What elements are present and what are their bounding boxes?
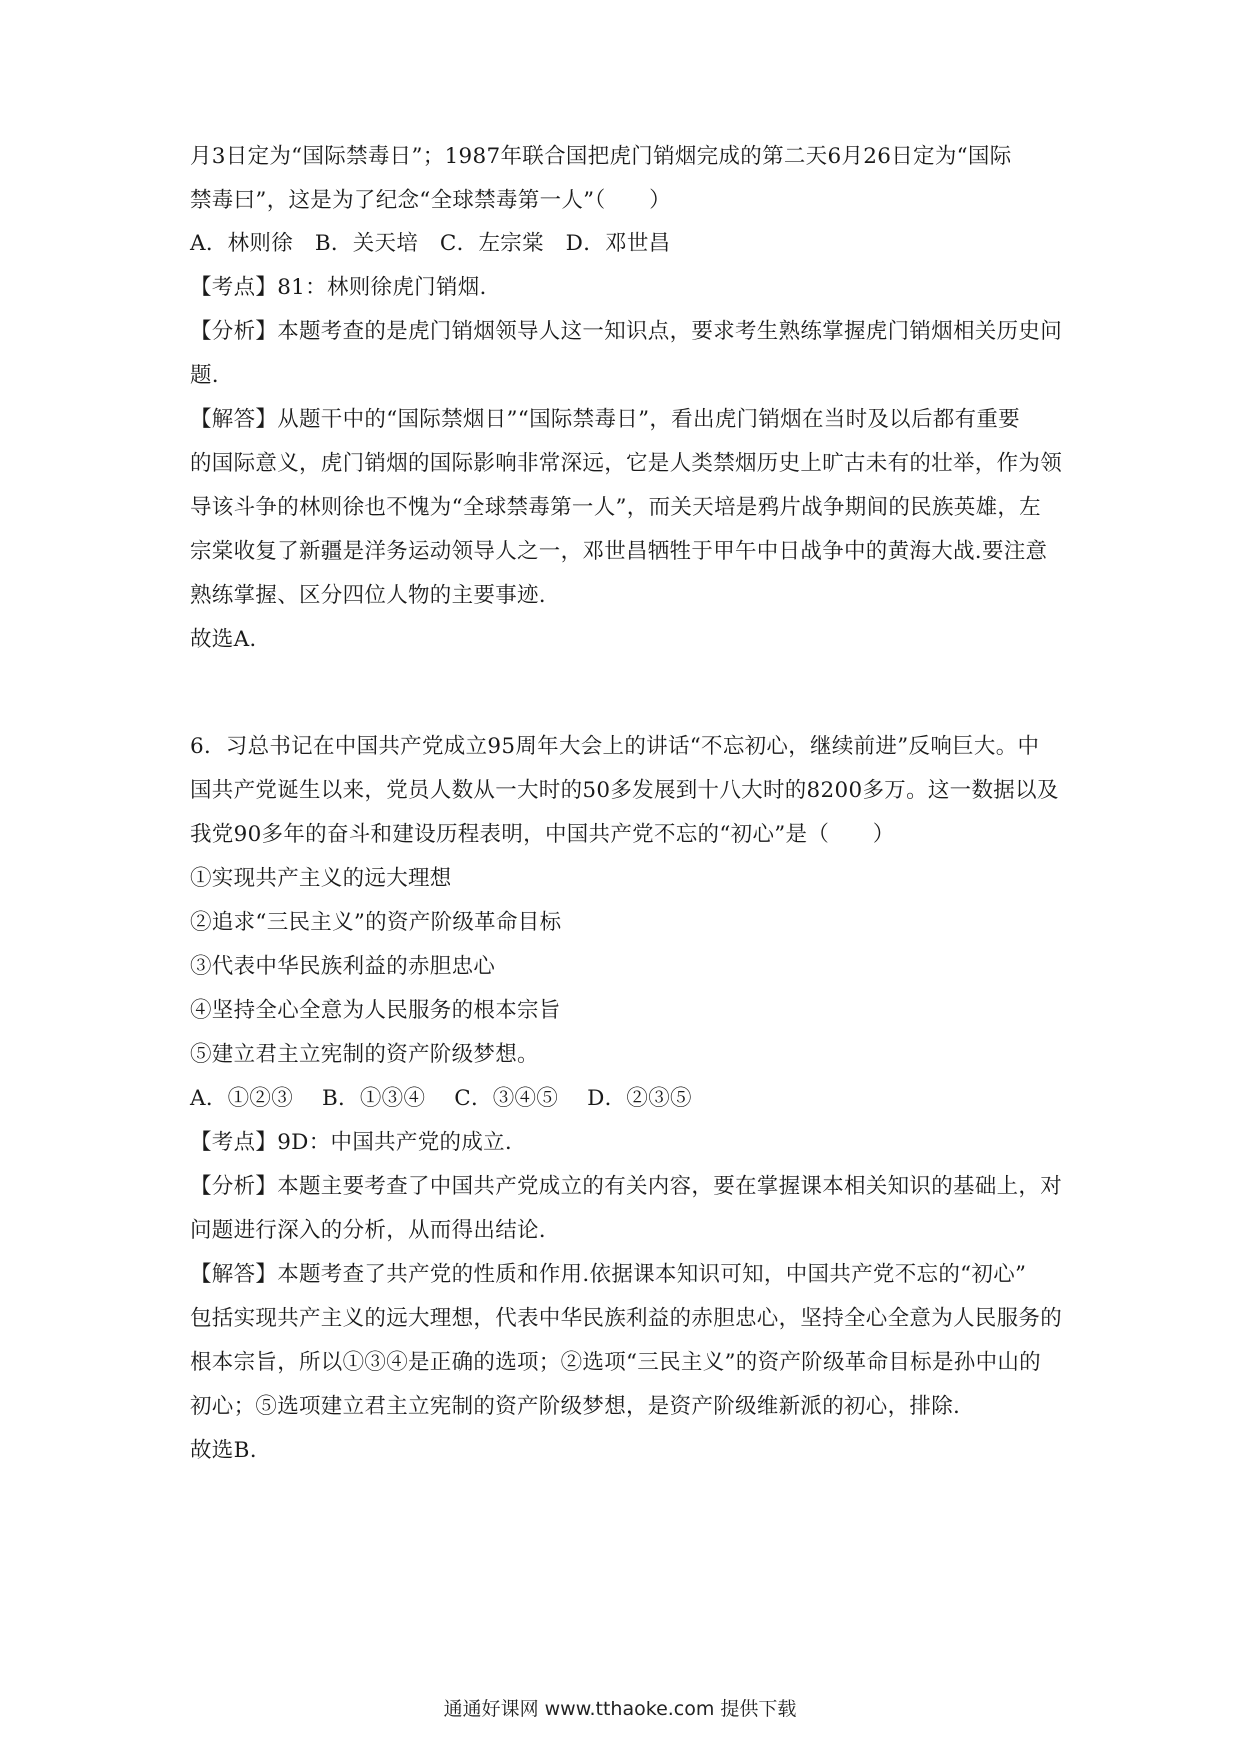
q6-answer: 故选B. bbox=[190, 1438, 257, 1463]
q6-jieda-line-2: 包括实现共产主义的远大理想，代表中华民族利益的赤胆忠心，坚持全心全意为人民服务的 bbox=[190, 1306, 1063, 1331]
footer-source: 通通好课网 www.tthaoke.com 提供下载 bbox=[443, 1698, 797, 1720]
q6-item-1: ①实现共产主义的远大理想 bbox=[190, 866, 452, 891]
q6-jieda-line-4: 初心；⑤选项建立君主立宪制的资产阶级梦想，是资产阶级维新派的初心，排除. bbox=[190, 1394, 961, 1419]
q6-item-4: ④坚持全心全意为人民服务的根本宗旨 bbox=[190, 998, 561, 1023]
q5-jieda-line-1: 【解答】从题干中的“国际禁烟日”“国际禁毒日”，看出虎门销烟在当时及以后都有重要 bbox=[190, 407, 1020, 432]
q5-stem-line-1: 月3日定为“国际禁毒日”；1987年联合国把虎门销烟完成的第二天6月26日定为“国际 bbox=[190, 144, 1012, 169]
q5-stem-line-2: 禁毒曰”，这是为了纪念“全球禁毒第一人”（ ） bbox=[190, 188, 671, 213]
q6-stem-line-1: 6．习总书记在中国共产党成立95周年大会上的讲话“不忘初心，继续前进”反响巨大。中 bbox=[190, 734, 1040, 759]
q5-fenxi-line-2: 题. bbox=[190, 363, 219, 388]
q6-stem-line-3: 我党90多年的奋斗和建设历程表明，中国共产党不忘的“初心”是（ ） bbox=[190, 822, 895, 847]
q6-kaodian: 【考点】9D：中国共产党的成立. bbox=[190, 1130, 513, 1155]
q5-jieda-line-4: 宗棠收复了新疆是洋务运动领导人之一，邓世昌牺牲于甲午中日战争中的黄海大战.要注意 bbox=[190, 539, 1048, 564]
q5-fenxi-line-1: 【分析】本题考查的是虎门销烟领导人这一知识点，要求考生熟练掌握虎门销烟相关历史问 bbox=[190, 319, 1063, 344]
q5-answer: 故选A. bbox=[190, 627, 257, 652]
q6-stem-line-2: 国共产党诞生以来，党员人数从一大时的50多发展到十八大时的8200多万。这一数据以及 bbox=[190, 778, 1059, 803]
q5-options: A．林则徐 B．关天培 C．左宗棠 D．邓世昌 bbox=[190, 231, 671, 256]
q5-kaodian: 【考点】81：林则徐虎门销烟. bbox=[190, 275, 487, 300]
q6-jieda-line-1: 【解答】本题考查了共产党的性质和作用.依据课本知识可知，中国共产党不忘的“初心” bbox=[190, 1262, 1027, 1287]
q6-jieda-line-3: 根本宗旨，所以①③④是正确的选项；②选项“三民主义”的资产阶级革命目标是孙中山的 bbox=[190, 1350, 1041, 1375]
q6-fenxi-line-2: 问题进行深入的分析，从而得出结论. bbox=[190, 1218, 546, 1243]
q5-jieda-line-5: 熟练掌握、区分四位人物的主要事迹. bbox=[190, 583, 546, 608]
q5-jieda-line-2: 的国际意义，虎门销烟的国际影响非常深远，它是人类禁烟历史上旷古未有的壮举，作为领 bbox=[190, 451, 1063, 476]
q6-item-3: ③代表中华民族利益的赤胆忠心 bbox=[190, 954, 496, 979]
q5-jieda-line-3: 导该斗争的林则徐也不愧为“全球禁毒第一人”，而关天培是鸦片战争期间的民族英雄，左 bbox=[190, 495, 1041, 520]
q6-item-2: ②追求“三民主义”的资产阶级革命目标 bbox=[190, 910, 562, 935]
q6-fenxi-line-1: 【分析】本题主要考查了中国共产党成立的有关内容，要在掌握课本相关知识的基础上，对 bbox=[190, 1174, 1063, 1199]
q6-options: A．①②③ B．①③④ C．③④⑤ D．②③⑤ bbox=[190, 1086, 692, 1111]
q6-item-5: ⑤建立君主立宪制的资产阶级梦想。 bbox=[190, 1042, 539, 1067]
